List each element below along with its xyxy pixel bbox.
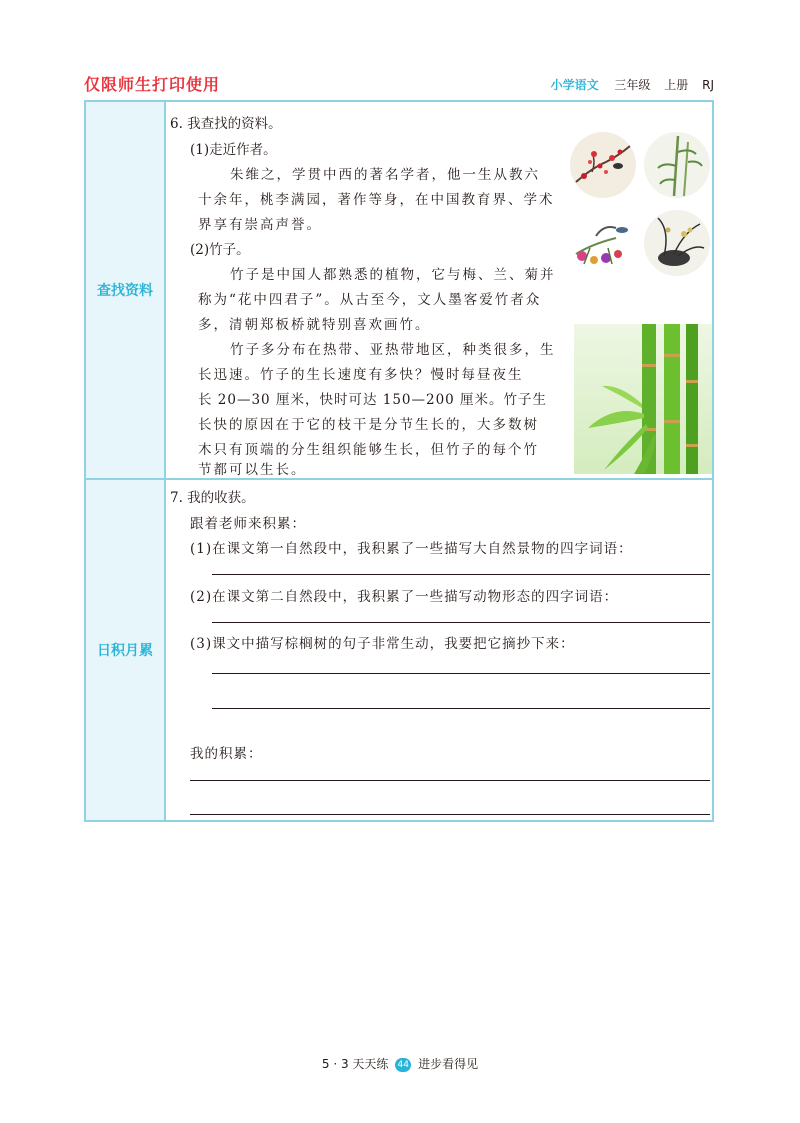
bamboo-line-5: 长迅速。竹子的生长速度有多快？慢时每昼夜生	[198, 367, 524, 383]
bamboo-line-1: 竹子是中国人都熟悉的植物，它与梅、兰、菊并	[230, 267, 556, 283]
research-row	[86, 102, 712, 480]
bamboo-line-7: 长快的原因在于它的枝干是分节生长的，大多数树	[198, 417, 539, 433]
answer-line-6[interactable]	[190, 814, 710, 815]
author-line-2: 十余年，桃李满园，著作等身，在中国教育界、学术	[198, 192, 555, 208]
bamboo-line-4: 竹子多分布在热带、亚热带地区，种类很多，生	[230, 342, 556, 358]
subject-label: 小学语文	[550, 78, 599, 92]
accumulation-row	[86, 480, 712, 820]
bamboo-line-2: 称为“花中四君子”。从古至今，文人墨客爱竹者众	[198, 292, 542, 308]
bamboo-line-3: 多，清朝郑板桥就特别喜欢画竹。	[198, 317, 431, 333]
question-7-3: (3)课文中描写棕榈树的句子非常生动，我要把它摘抄下来：	[190, 636, 575, 652]
chrysanthemum-painting	[572, 214, 636, 274]
question-7-1: (1)在课文第一自然段中，我积累了一些描写大自然景物的四字词语：	[190, 541, 633, 557]
edition-label: RJ	[702, 78, 714, 92]
accumulation-content	[170, 480, 712, 820]
author-title: (1)走近作者。	[190, 142, 277, 158]
answer-line-4[interactable]	[212, 708, 710, 709]
question-7-heading: 7. 我的收获。	[170, 490, 255, 506]
bamboo-line-8: 木只有顶端的分生组织能够生长，但竹子的每个竹	[198, 442, 539, 458]
grade-label: 三年级	[614, 78, 651, 92]
bamboo-photo	[574, 324, 712, 474]
answer-line-5[interactable]	[190, 780, 710, 781]
author-line-1: 朱维之，学贯中西的著名学者，他一生从教六	[230, 167, 540, 183]
footer-brand: 5 · 3 天天练	[321, 1057, 389, 1071]
plum-blossom-painting	[570, 132, 636, 198]
answer-line-1[interactable]	[212, 574, 710, 575]
bamboo-line-6: 长 20—30 厘米，快时可达 150—200 厘米。竹子生	[198, 392, 548, 408]
footer-slogan: 进步看得见	[418, 1057, 479, 1071]
answer-line-3[interactable]	[212, 673, 710, 674]
intro-text: 跟着老师来积累：	[190, 516, 306, 532]
bamboo-title: (2)竹子。	[190, 242, 250, 258]
research-content	[170, 102, 712, 478]
top-left-notice: 仅限师生打印使用	[84, 75, 221, 94]
question-6-heading: 6. 我查找的资料。	[170, 116, 282, 132]
accumulation-side-label: 日积月累	[86, 480, 166, 820]
research-side-label: 查找资料	[86, 102, 166, 478]
bamboo-line-9: 节都可以生长。	[198, 462, 307, 478]
question-7-2: (2)在课文第二自然段中，我积累了一些描写动物形态的四字词语：	[190, 589, 619, 605]
answer-line-2[interactable]	[212, 622, 710, 623]
exercise-table	[84, 100, 714, 822]
page-footer	[0, 1055, 800, 1072]
bamboo-painting	[644, 132, 710, 198]
page-number-badge: 44	[395, 1058, 411, 1072]
my-accumulation-label: 我的积累：	[190, 746, 263, 762]
orchid-painting	[644, 210, 710, 276]
author-line-3: 界享有崇高声誉。	[198, 217, 322, 233]
term-label: 上册	[664, 78, 689, 92]
book-info	[551, 76, 714, 93]
